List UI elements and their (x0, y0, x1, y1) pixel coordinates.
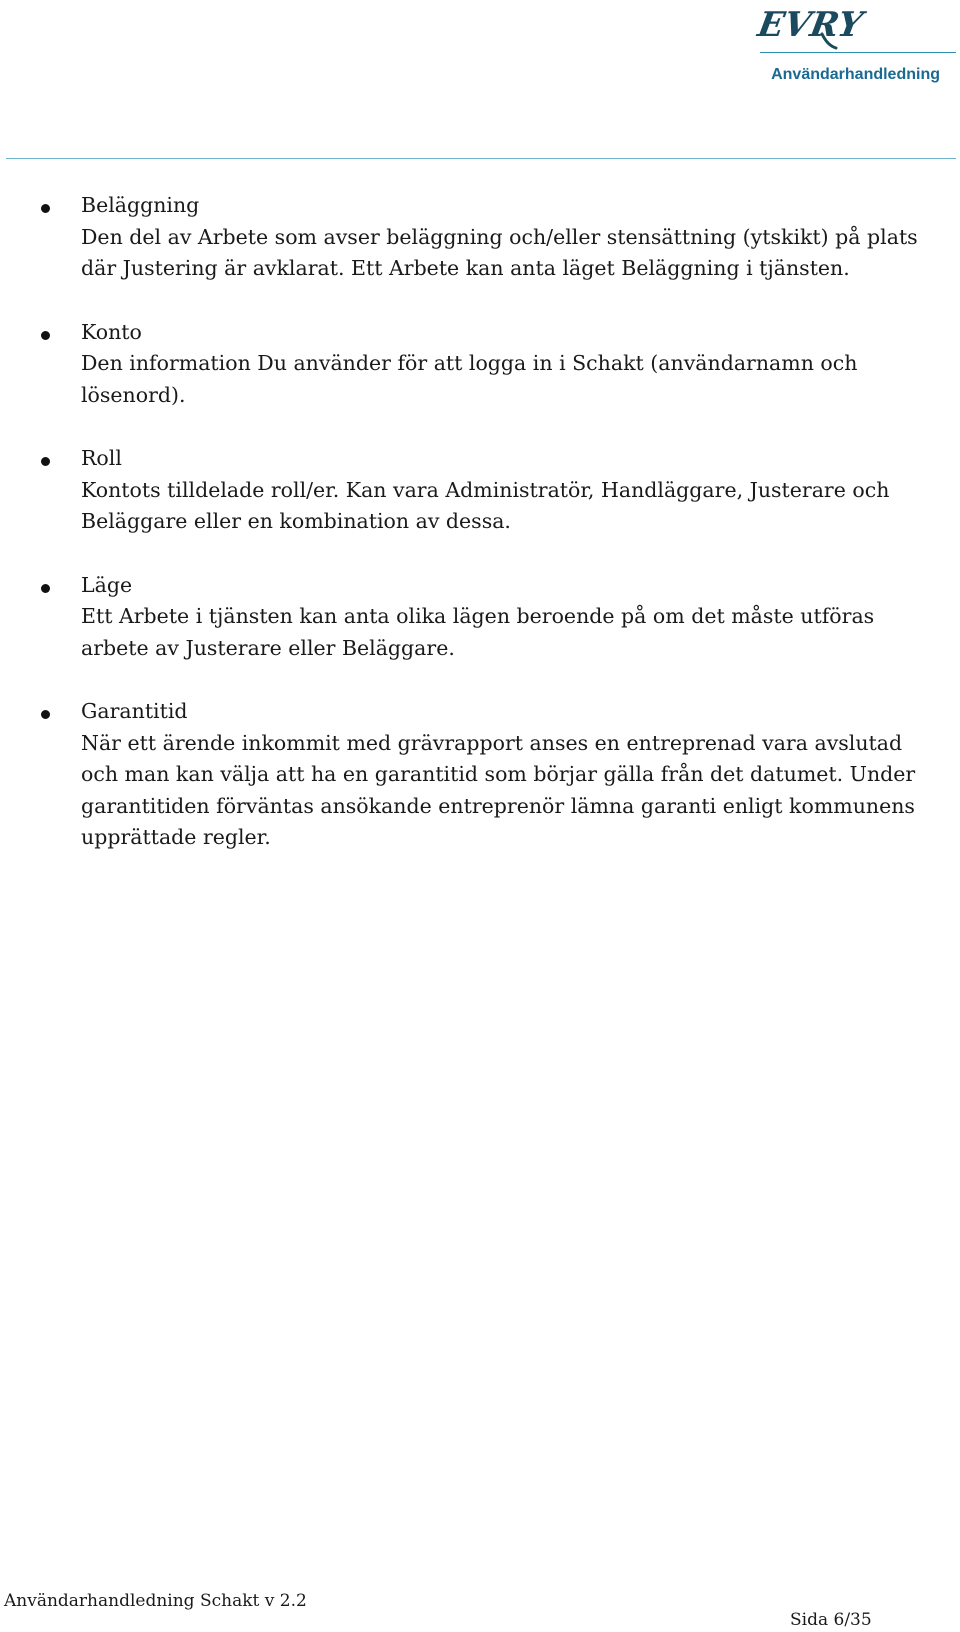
term-description: Kontots tilldelade roll/er. Kan vara Administratör, Handläggare, Justerare och Beläggare eller en kombination av dessa. (81, 477, 890, 533)
bullet-icon (41, 710, 50, 719)
svg-text:EVRY: EVRY (754, 5, 866, 45)
term-description: Den information Du använder för att logga in i Schakt (användarnamn och lösenord). (81, 351, 858, 407)
footer-page-number: Sida 6/35 (790, 1610, 872, 1630)
bullet-icon (41, 331, 50, 340)
term-description: Ett Arbete i tjänsten kan anta olika lägen beroende på om det måste utföras arbete av Justerare eller Beläggare. (81, 604, 875, 660)
evry-logo (754, 4, 866, 50)
term-list (0, 190, 960, 886)
term-item (0, 317, 960, 412)
term-item (0, 443, 960, 538)
header-divider (6, 158, 956, 159)
term-item (0, 570, 960, 665)
bullet-icon (41, 457, 50, 466)
bullet-icon (41, 584, 50, 593)
term-name: Beläggning (81, 193, 200, 217)
term-description: Den del av Arbete som avser beläggning och/eller stensättning (ytskikt) på plats där Justering är avklarat. Ett Arbete kan anta läget Beläggning i tjänsten. (81, 224, 918, 280)
term-name: Garantitid (81, 699, 188, 723)
term-name: Konto (81, 319, 142, 344)
term-item (0, 696, 960, 854)
term-name: Läge (81, 572, 133, 597)
term-description: När ett ärende inkommit med grävrapport anses en entreprenad vara avslutad och man kan välja att ha en garantitid som börjar gälla från det datumet. Under garantitiden förväntas ansökande entreprenör lämna garanti enligt kommunens upprättade regler. (81, 730, 916, 849)
term-item (0, 190, 960, 285)
bullet-icon (41, 204, 50, 213)
footer-document-name: Användarhandledning Schakt v 2.2 (4, 1591, 307, 1611)
header-title: Användarhandledning (771, 66, 940, 83)
term-name: Roll (81, 446, 122, 470)
header-divider-short (760, 52, 956, 53)
